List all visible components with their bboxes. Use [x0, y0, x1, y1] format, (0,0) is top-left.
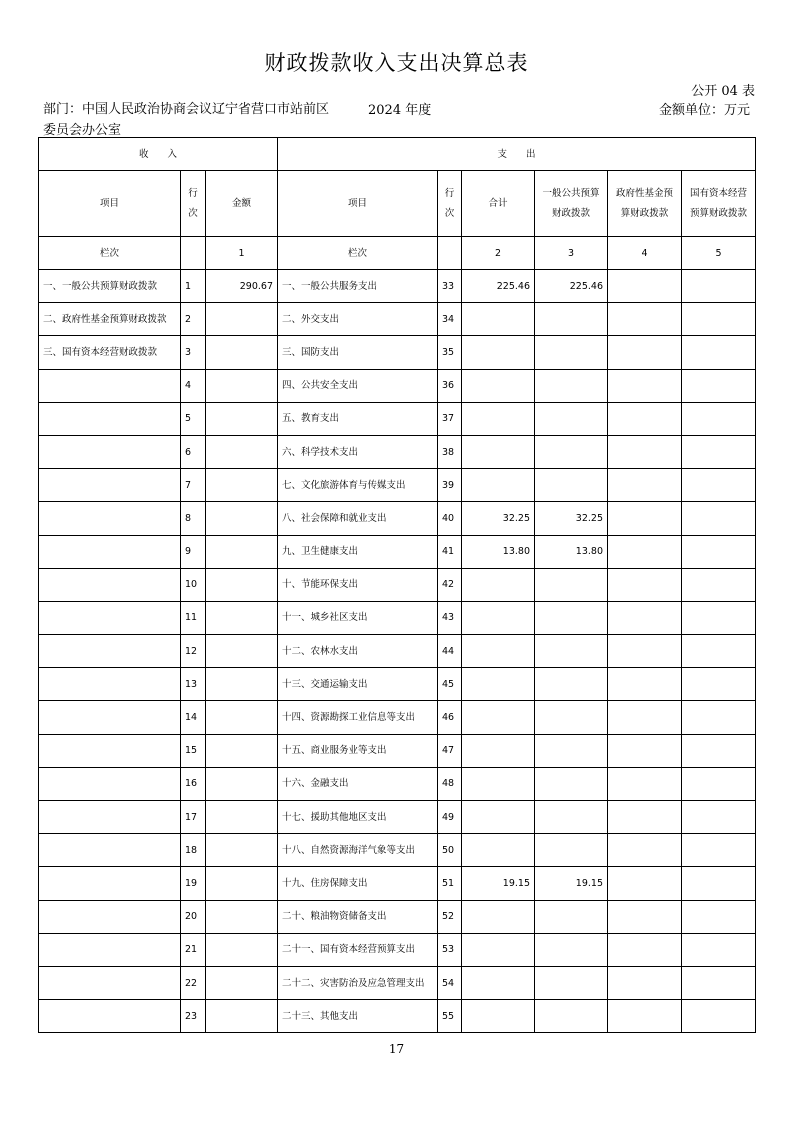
general-budget-amount-cell — [535, 469, 608, 502]
total-header: 合计 — [462, 171, 535, 237]
expense-line-no-cell: 35 — [438, 336, 462, 369]
state-capital-amount-cell — [682, 402, 756, 435]
state-capital-amount-cell — [682, 435, 756, 468]
gov-fund-amount-cell — [608, 834, 682, 867]
general-budget-amount-cell — [535, 402, 608, 435]
income-amount-cell — [206, 966, 278, 999]
income-line-no-cell: 22 — [181, 966, 206, 999]
income-amount-cell — [206, 535, 278, 568]
expense-item-cell: 十三、交通运输支出 — [278, 668, 438, 701]
income-item-cell — [39, 668, 181, 701]
total-amount-cell: 19.15 — [462, 867, 535, 900]
income-line-no-cell: 7 — [181, 469, 206, 502]
gov-fund-amount-cell — [608, 502, 682, 535]
table-row — [39, 966, 756, 999]
income-amount-cell — [206, 435, 278, 468]
column-index-row — [39, 237, 756, 270]
general-budget-amount-cell — [535, 966, 608, 999]
income-line-no-cell: 18 — [181, 834, 206, 867]
general-budget-amount-cell — [535, 767, 608, 800]
expense-item-cell: 十、节能环保支出 — [278, 568, 438, 601]
expense-item-cell: 二、外交支出 — [278, 303, 438, 336]
table-row — [39, 535, 756, 568]
gov-fund-amount-cell — [608, 369, 682, 402]
state-capital-amount-cell — [682, 270, 756, 303]
general-budget-amount-cell — [535, 336, 608, 369]
state-capital-amount-cell — [682, 834, 756, 867]
income-item-cell — [39, 568, 181, 601]
income-amount-cell — [206, 469, 278, 502]
general-budget-amount-cell — [535, 734, 608, 767]
table-row — [39, 933, 756, 966]
income-amount-cell — [206, 303, 278, 336]
income-amount-cell — [206, 701, 278, 734]
table-row — [39, 369, 756, 402]
total-amount-cell — [462, 933, 535, 966]
state-capital-amount-cell — [682, 701, 756, 734]
gov-fund-amount-cell — [608, 933, 682, 966]
state-capital-amount-cell — [682, 535, 756, 568]
state-capital-amount-cell — [682, 469, 756, 502]
general-budget-amount-cell: 13.80 — [535, 535, 608, 568]
income-item-cell — [39, 701, 181, 734]
general-budget-amount-cell — [535, 568, 608, 601]
expense-line-no-cell: 52 — [438, 900, 462, 933]
general-budget-amount-cell — [535, 801, 608, 834]
gov-fund-amount-cell — [608, 635, 682, 668]
state-capital-amount-cell — [682, 867, 756, 900]
total-amount-cell — [462, 834, 535, 867]
income-line-no-cell: 17 — [181, 801, 206, 834]
expense-item-cell: 十五、商业服务业等支出 — [278, 734, 438, 767]
expense-section-header: 支 出 — [278, 138, 756, 171]
expense-item-cell: 七、文化旅游体育与传媒支出 — [278, 469, 438, 502]
expense-line-no-cell: 43 — [438, 601, 462, 634]
expense-line-no-cell: 46 — [438, 701, 462, 734]
state-capital-amount-cell — [682, 568, 756, 601]
table-row — [39, 1000, 756, 1033]
column-index-1: 1 — [206, 237, 278, 270]
income-amount-cell — [206, 900, 278, 933]
general-budget-amount-cell — [535, 635, 608, 668]
general-budget-amount-cell: 225.46 — [535, 270, 608, 303]
table-row — [39, 734, 756, 767]
expense-line-no-header: 行次 — [438, 171, 462, 237]
table-row — [39, 402, 756, 435]
table-row — [39, 601, 756, 634]
state-capital-amount-cell — [682, 1000, 756, 1033]
state-capital-amount-cell — [682, 668, 756, 701]
income-line-no-cell: 20 — [181, 900, 206, 933]
total-amount-cell — [462, 635, 535, 668]
expense-line-no-cell: 34 — [438, 303, 462, 336]
fiscal-year: 2024 年度 — [368, 103, 432, 118]
expense-line-no-cell: 51 — [438, 867, 462, 900]
income-column-label: 栏次 — [39, 237, 181, 270]
general-budget-header: 一般公共预算财政拨款 — [535, 171, 608, 237]
income-item-cell — [39, 867, 181, 900]
expense-item-cell: 十八、自然资源海洋气象等支出 — [278, 834, 438, 867]
income-item-cell — [39, 369, 181, 402]
income-item-cell — [39, 834, 181, 867]
income-item-cell — [39, 801, 181, 834]
income-item-cell: 三、国有资本经营财政拨款 — [39, 336, 181, 369]
total-amount-cell: 32.25 — [462, 502, 535, 535]
table-row — [39, 635, 756, 668]
section-header-row — [39, 138, 756, 171]
gov-fund-amount-cell — [608, 535, 682, 568]
total-amount-cell — [462, 966, 535, 999]
income-amount-cell: 290.67 — [206, 270, 278, 303]
column-index-5: 5 — [682, 237, 756, 270]
gov-fund-amount-cell — [608, 767, 682, 800]
income-item-cell — [39, 900, 181, 933]
expense-line-no-cell: 40 — [438, 502, 462, 535]
state-capital-amount-cell — [682, 966, 756, 999]
total-amount-cell — [462, 767, 535, 800]
expense-item-cell: 四、公共安全支出 — [278, 369, 438, 402]
income-line-no-header: 行次 — [181, 171, 206, 237]
expense-line-no-cell: 55 — [438, 1000, 462, 1033]
table-row — [39, 303, 756, 336]
general-budget-amount-cell: 32.25 — [535, 502, 608, 535]
expense-item-cell: 三、国防支出 — [278, 336, 438, 369]
income-item-cell — [39, 502, 181, 535]
income-line-no-cell: 10 — [181, 568, 206, 601]
gov-fund-amount-cell — [608, 801, 682, 834]
income-amount-cell — [206, 734, 278, 767]
total-amount-cell — [462, 402, 535, 435]
general-budget-amount-cell — [535, 834, 608, 867]
income-amount-cell — [206, 767, 278, 800]
income-amount-cell — [206, 336, 278, 369]
total-amount-cell — [462, 668, 535, 701]
expense-line-no-cell: 47 — [438, 734, 462, 767]
income-amount-cell — [206, 369, 278, 402]
total-amount-cell — [462, 701, 535, 734]
total-amount-cell — [462, 303, 535, 336]
income-line-no-cell: 16 — [181, 767, 206, 800]
income-amount-cell — [206, 668, 278, 701]
expense-item-cell: 十四、资源勘探工业信息等支出 — [278, 701, 438, 734]
gov-fund-amount-cell — [608, 900, 682, 933]
table-row — [39, 834, 756, 867]
total-amount-cell: 13.80 — [462, 535, 535, 568]
income-item-cell — [39, 535, 181, 568]
total-amount-cell — [462, 1000, 535, 1033]
state-capital-amount-cell — [682, 767, 756, 800]
income-amount-cell — [206, 635, 278, 668]
department-label: 部门：中国人民政治协商会议辽宁省营口市站前区委员会办公室 — [43, 102, 330, 138]
income-line-no-cell: 15 — [181, 734, 206, 767]
income-amount-cell — [206, 402, 278, 435]
expense-item-cell: 十一、城乡社区支出 — [278, 601, 438, 634]
total-amount-cell — [462, 801, 535, 834]
income-amount-cell — [206, 568, 278, 601]
state-capital-amount-cell — [682, 635, 756, 668]
page-number: 17 — [388, 1042, 405, 1056]
column-index-2: 2 — [462, 237, 535, 270]
gov-fund-amount-cell — [608, 435, 682, 468]
gov-fund-amount-cell — [608, 601, 682, 634]
expense-line-no-cell: 49 — [438, 801, 462, 834]
income-line-no-cell: 13 — [181, 668, 206, 701]
income-line-no-cell: 2 — [181, 303, 206, 336]
income-item-cell — [39, 601, 181, 634]
table-row — [39, 900, 756, 933]
total-amount-cell — [462, 900, 535, 933]
expense-item-cell: 二十三、其他支出 — [278, 1000, 438, 1033]
income-line-no-cell: 3 — [181, 336, 206, 369]
income-amount-cell — [206, 867, 278, 900]
income-amount-cell — [206, 502, 278, 535]
state-capital-amount-cell — [682, 734, 756, 767]
income-item-header: 项目 — [39, 171, 181, 237]
column-index-4: 4 — [608, 237, 682, 270]
expense-item-cell: 十七、援助其他地区支出 — [278, 801, 438, 834]
gov-fund-header: 政府性基金预算财政拨款 — [608, 171, 682, 237]
expense-line-no-cell: 36 — [438, 369, 462, 402]
expense-line-no-cell: 38 — [438, 435, 462, 468]
income-item-cell — [39, 469, 181, 502]
table-row — [39, 668, 756, 701]
expense-line-no-cell: 45 — [438, 668, 462, 701]
income-line-no-cell: 1 — [181, 270, 206, 303]
state-capital-amount-cell — [682, 303, 756, 336]
column-header-row — [39, 171, 756, 237]
state-capital-amount-cell — [682, 601, 756, 634]
page-title: 财政拨款收入支出决算总表 — [264, 51, 529, 75]
income-line-no-cell: 4 — [181, 369, 206, 402]
gov-fund-amount-cell — [608, 568, 682, 601]
expense-item-cell: 五、教育支出 — [278, 402, 438, 435]
gov-fund-amount-cell — [608, 402, 682, 435]
table-row — [39, 270, 756, 303]
gov-fund-amount-cell — [608, 303, 682, 336]
empty-cell — [181, 237, 206, 270]
income-item-cell: 一、一般公共预算财政拨款 — [39, 270, 181, 303]
expense-line-no-cell: 44 — [438, 635, 462, 668]
state-capital-amount-cell — [682, 933, 756, 966]
income-amount-cell — [206, 801, 278, 834]
general-budget-amount-cell — [535, 435, 608, 468]
expense-item-cell: 二十二、灾害防治及应急管理支出 — [278, 966, 438, 999]
general-budget-amount-cell — [535, 1000, 608, 1033]
gov-fund-amount-cell — [608, 668, 682, 701]
general-budget-amount-cell — [535, 601, 608, 634]
income-amount-cell — [206, 834, 278, 867]
gov-fund-amount-cell — [608, 469, 682, 502]
expense-line-no-cell: 42 — [438, 568, 462, 601]
general-budget-amount-cell — [535, 933, 608, 966]
expense-item-cell: 一、一般公共服务支出 — [278, 270, 438, 303]
income-item-cell — [39, 734, 181, 767]
total-amount-cell: 225.46 — [462, 270, 535, 303]
income-line-no-cell: 23 — [181, 1000, 206, 1033]
income-amount-header: 金额 — [206, 171, 278, 237]
expense-line-no-cell: 54 — [438, 966, 462, 999]
income-line-no-cell: 19 — [181, 867, 206, 900]
expense-line-no-cell: 39 — [438, 469, 462, 502]
income-line-no-cell: 8 — [181, 502, 206, 535]
general-budget-amount-cell — [535, 701, 608, 734]
table-row — [39, 767, 756, 800]
gov-fund-amount-cell — [608, 1000, 682, 1033]
table-row — [39, 336, 756, 369]
income-item-cell — [39, 635, 181, 668]
expense-item-cell: 九、卫生健康支出 — [278, 535, 438, 568]
expense-item-cell: 十二、农林水支出 — [278, 635, 438, 668]
state-capital-header: 国有资本经营预算财政拨款 — [682, 171, 756, 237]
financial-summary-table — [38, 137, 756, 1033]
income-amount-cell — [206, 933, 278, 966]
gov-fund-amount-cell — [608, 734, 682, 767]
total-amount-cell — [462, 369, 535, 402]
expense-line-no-cell: 33 — [438, 270, 462, 303]
total-amount-cell — [462, 435, 535, 468]
expense-line-no-cell: 53 — [438, 933, 462, 966]
state-capital-amount-cell — [682, 801, 756, 834]
state-capital-amount-cell — [682, 502, 756, 535]
gov-fund-amount-cell — [608, 966, 682, 999]
expense-item-cell: 十九、住房保障支出 — [278, 867, 438, 900]
income-item-cell — [39, 767, 181, 800]
general-budget-amount-cell — [535, 369, 608, 402]
expense-line-no-cell: 50 — [438, 834, 462, 867]
general-budget-amount-cell — [535, 668, 608, 701]
income-line-no-cell: 5 — [181, 402, 206, 435]
expense-item-cell: 二十、粮油物资储备支出 — [278, 900, 438, 933]
gov-fund-amount-cell — [608, 701, 682, 734]
state-capital-amount-cell — [682, 900, 756, 933]
general-budget-amount-cell — [535, 303, 608, 336]
income-line-no-cell: 21 — [181, 933, 206, 966]
expense-line-no-cell: 41 — [438, 535, 462, 568]
income-item-cell — [39, 1000, 181, 1033]
total-amount-cell — [462, 336, 535, 369]
expense-column-label: 栏次 — [278, 237, 438, 270]
expense-item-cell: 十六、金融支出 — [278, 767, 438, 800]
income-item-cell — [39, 402, 181, 435]
income-item-cell — [39, 966, 181, 999]
income-line-no-cell: 6 — [181, 435, 206, 468]
total-amount-cell — [462, 734, 535, 767]
total-amount-cell — [462, 469, 535, 502]
total-amount-cell — [462, 568, 535, 601]
income-item-cell — [39, 933, 181, 966]
expense-item-cell: 六、科学技术支出 — [278, 435, 438, 468]
expense-item-header: 项目 — [278, 171, 438, 237]
income-line-no-cell: 11 — [181, 601, 206, 634]
general-budget-amount-cell: 19.15 — [535, 867, 608, 900]
table-row — [39, 701, 756, 734]
income-line-no-cell: 14 — [181, 701, 206, 734]
state-capital-amount-cell — [682, 336, 756, 369]
table-row — [39, 801, 756, 834]
gov-fund-amount-cell — [608, 270, 682, 303]
income-section-header: 收 入 — [39, 138, 278, 171]
table-number: 公开 04 表 — [691, 84, 755, 99]
expense-item-cell: 二十一、国有资本经营预算支出 — [278, 933, 438, 966]
income-amount-cell — [206, 601, 278, 634]
gov-fund-amount-cell — [608, 336, 682, 369]
income-line-no-cell: 9 — [181, 535, 206, 568]
general-budget-amount-cell — [535, 900, 608, 933]
state-capital-amount-cell — [682, 369, 756, 402]
expense-line-no-cell: 48 — [438, 767, 462, 800]
income-line-no-cell: 12 — [181, 635, 206, 668]
column-index-3: 3 — [535, 237, 608, 270]
expense-item-cell: 八、社会保障和就业支出 — [278, 502, 438, 535]
amount-unit: 金额单位：万元 — [658, 103, 750, 118]
income-item-cell — [39, 435, 181, 468]
gov-fund-amount-cell — [608, 867, 682, 900]
income-amount-cell — [206, 1000, 278, 1033]
table-row — [39, 469, 756, 502]
table-row — [39, 502, 756, 535]
income-item-cell: 二、政府性基金预算财政拨款 — [39, 303, 181, 336]
table-row — [39, 435, 756, 468]
table-row — [39, 568, 756, 601]
total-amount-cell — [462, 601, 535, 634]
expense-line-no-cell: 37 — [438, 402, 462, 435]
empty-cell — [438, 237, 462, 270]
table-row — [39, 867, 756, 900]
